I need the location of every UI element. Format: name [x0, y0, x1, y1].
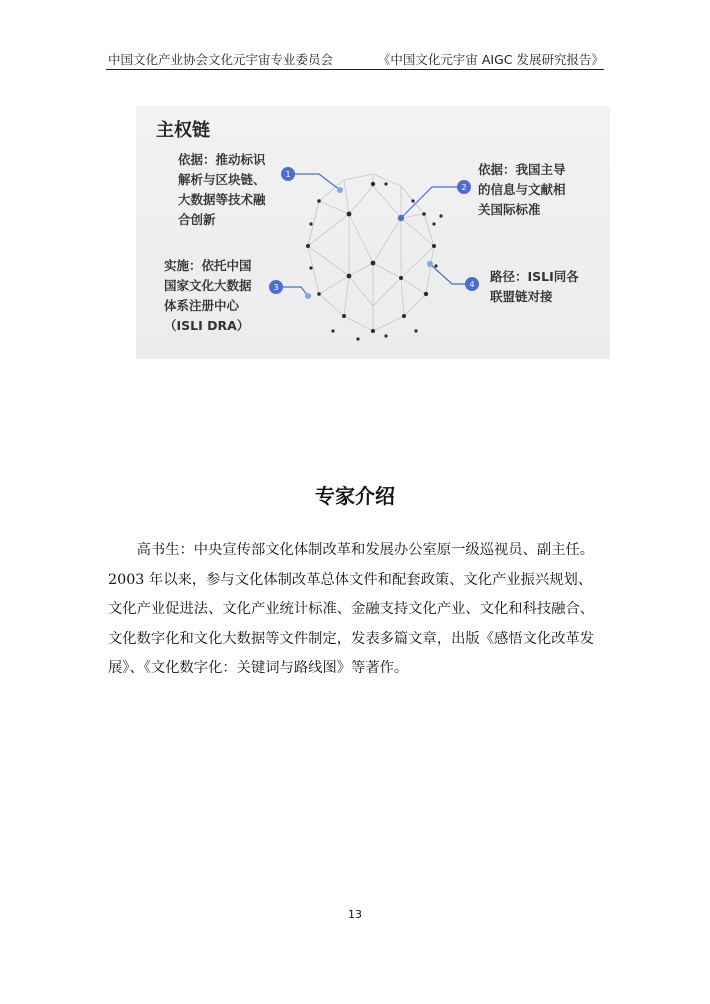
svg-text:2: 2 [461, 183, 467, 192]
figure-label-3: 实施：依托中国 国家文化大数据 体系注册中心 （ISLI DRA） [164, 258, 252, 333]
svg-text:3: 3 [273, 283, 279, 292]
marker-4-icon [465, 277, 479, 291]
figure-label-2: 依据：我国主导 的信息与文献相 关国际标准 [478, 162, 566, 217]
figure-label-1: 依据：推动标识 解析与区块链、 大数据等技术融 合创新 [178, 152, 266, 227]
sovereign-chain-figure [136, 106, 610, 359]
header-rule [106, 69, 604, 70]
header-right: 《中国文化元宇宙 AIGC 发展研究报告》 [377, 52, 604, 67]
page-number: 13 [348, 908, 362, 921]
expert-intro-paragraph: 高书生：中央宣传部文化体制改革和发展办公室原一级巡视员、副主任。2003 年以来，参与文化体制改革总体文件和配套政策、文化产业振兴规划、文化产业促进法、文化产业统计标准、金融支持文化产业、文化和科技融合、文化数字化和文化大数据等文件制定，发表多篇文章，出版《感悟文化改革发展》、《文化数字化：关键词与路线图》等著作。 [108, 542, 595, 676]
figure-title: 主权链 [156, 120, 210, 141]
svg-text:4: 4 [469, 280, 475, 289]
section-title: 专家介绍 [315, 484, 395, 508]
marker-2-icon [457, 180, 471, 194]
header-left: 中国文化产业协会文化元宇宙专业委员会 [108, 52, 334, 67]
svg-text:1: 1 [285, 170, 291, 179]
figure-label-4: 路径：ISLI同各 联盟链对接 [490, 269, 579, 304]
